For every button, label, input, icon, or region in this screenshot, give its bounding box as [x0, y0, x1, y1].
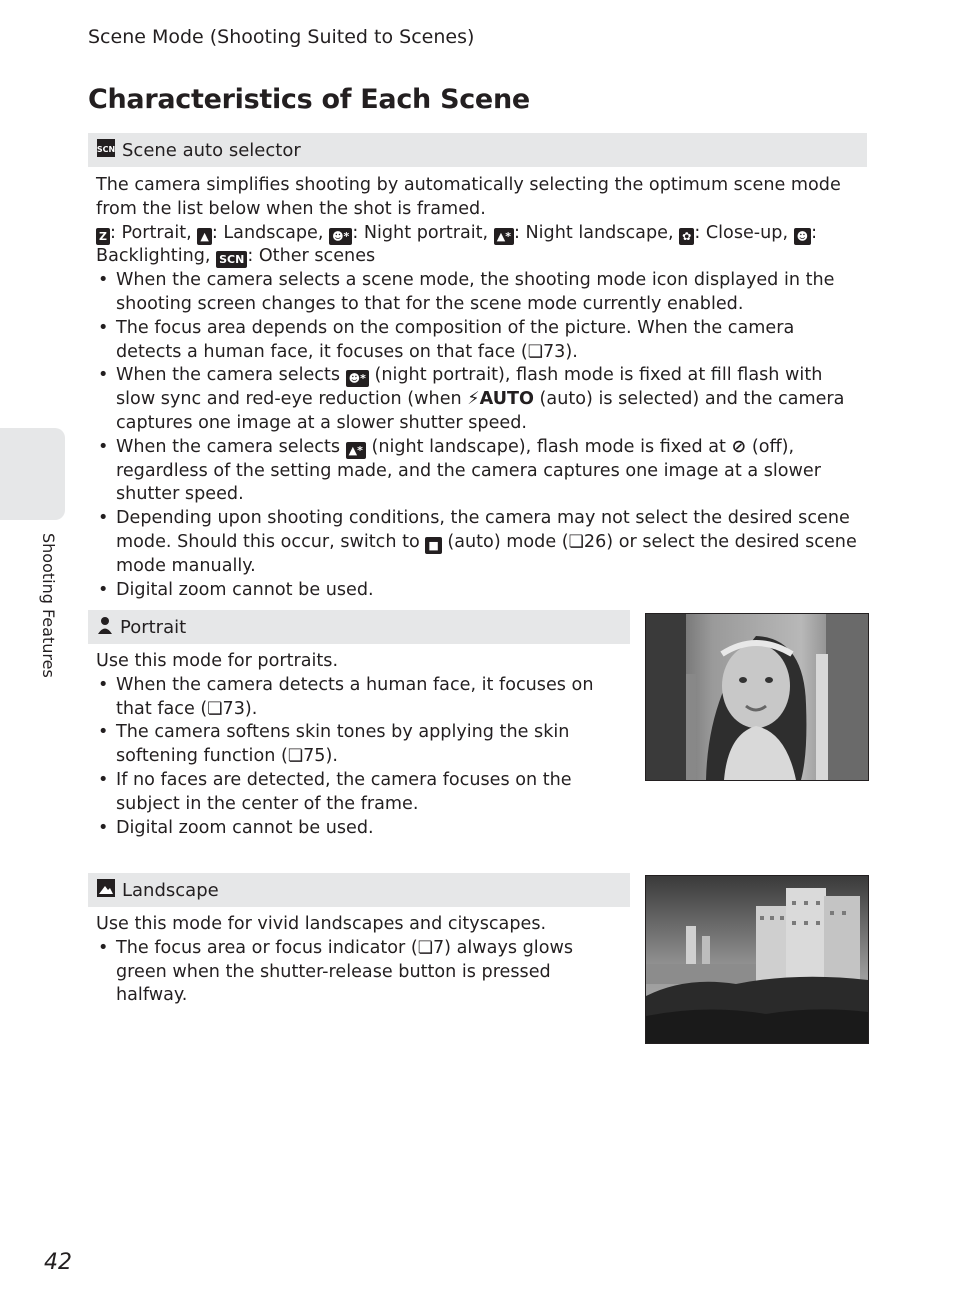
list-item: • Digital zoom cannot be used.	[96, 817, 616, 841]
running-header: Scene Mode (Shooting Suited to Scenes)	[88, 26, 475, 48]
scene-auto-selector-heading	[88, 133, 867, 167]
close-up-icon: ✿	[679, 228, 694, 245]
portrait-sample-photo	[645, 613, 869, 781]
scene-list-item: : Landscape,	[211, 222, 324, 243]
scene-list-item: : Backlighting,	[96, 222, 818, 267]
night-portrait-icon: ☻*	[329, 228, 352, 245]
other-scenes-icon: SCN	[216, 251, 247, 268]
section-side-tab	[0, 428, 65, 520]
portrait-bullets	[96, 674, 616, 841]
side-section-label: Shooting Features	[39, 533, 58, 678]
list-item: • When the camera selects ▲* (night landscape), flash mode is fixed at ⊘ (off), regardless of the setting made, and the camera captures one image at a slower shutter speed.	[96, 436, 862, 507]
night-portrait-icon: ☻*	[346, 370, 369, 387]
scene-list-item: : Night portrait,	[352, 222, 489, 243]
scene-list-item: : Close-up,	[694, 222, 789, 243]
list-item: • If no faces are detected, the camera focuses on the subject in the center of the frame.	[96, 769, 616, 817]
night-landscape-icon: ▲*	[346, 442, 366, 459]
portrait-heading	[88, 610, 630, 644]
list-item: • When the camera detects a human face, it focuses on that face (❏73).	[96, 674, 616, 722]
scene-list-item: : Other scenes	[247, 246, 376, 267]
list-item: • When the camera selects ☻* (night portrait), flash mode is fixed at fill flash with slow sync and red-eye reduction (when ⚡AUTO (auto) is selected) and the camera captures one image at a slower shutter speed.	[96, 364, 862, 435]
scene-auto-body	[96, 174, 862, 602]
list-item: • Depending upon shooting conditions, the camera may not select the desired scene mode. Should this occur, switch to ■ (auto) mode (❏26) or select the desired scene mode manually.	[96, 507, 862, 578]
page-ref-icon: ❏	[417, 937, 433, 958]
portrait-body	[96, 650, 616, 840]
page-ref-icon: ❏	[527, 341, 543, 362]
scene-auto-bullets	[96, 269, 862, 602]
section-title: Portrait	[120, 616, 187, 638]
landscape-icon: ▲	[197, 228, 211, 245]
portrait-icon: Z	[96, 228, 110, 245]
backlighting-icon: ☻	[794, 228, 811, 245]
landscape-sample-photo	[645, 875, 869, 1044]
camera-auto-icon: ■	[425, 537, 441, 554]
page-ref-icon: ❏	[568, 531, 584, 552]
page-title: Characteristics of Each Scene	[88, 84, 530, 115]
landscape-icon	[96, 878, 116, 903]
section-title: Scene auto selector	[122, 139, 301, 161]
svg-text:SCN: SCN	[96, 144, 116, 154]
list-item: • The focus area depends on the composition of the picture. When the camera detects a human face, it focuses on that face (❏73).	[96, 317, 862, 365]
page-number: 42	[44, 1250, 72, 1275]
scene-icon	[96, 138, 116, 163]
scene-list-item: : Portrait,	[109, 222, 192, 243]
list-item: • When the camera selects a scene mode, the shooting mode icon displayed in the shooting screen changes to that for the scene mode currently enabled.	[96, 269, 862, 317]
list-item: • The focus area or focus indicator (❏7) always glows green when the shutter-release button is pressed halfway.	[96, 937, 616, 1008]
page-ref-icon: ❏	[287, 746, 304, 767]
intro-text: Use this mode for portraits.	[96, 651, 339, 671]
list-item: • Digital zoom cannot be used.	[96, 579, 862, 603]
night-landscape-icon: ▲*	[494, 228, 514, 245]
intro-text: Use this mode for vivid landscapes and cityscapes.	[96, 914, 547, 934]
landscape-heading	[88, 873, 630, 907]
flash-off-icon: ⊘	[731, 436, 747, 457]
list-item: • The camera softens skin tones by applying the skin softening function (❏75).	[96, 721, 616, 769]
portrait-icon	[96, 615, 114, 640]
landscape-bullets	[96, 937, 616, 1008]
scene-list-item: : Night landscape,	[513, 222, 674, 243]
section-title: Landscape	[122, 879, 219, 901]
page-ref-icon: ❏	[207, 698, 223, 719]
scene-list	[96, 222, 862, 270]
landscape-body	[96, 913, 616, 1008]
flash-auto-icon: ⚡AUTO	[467, 389, 534, 410]
intro-text: The camera simplifies shooting by automatically selecting the optimum scene mode from the list below when the shot is framed.	[96, 175, 841, 219]
